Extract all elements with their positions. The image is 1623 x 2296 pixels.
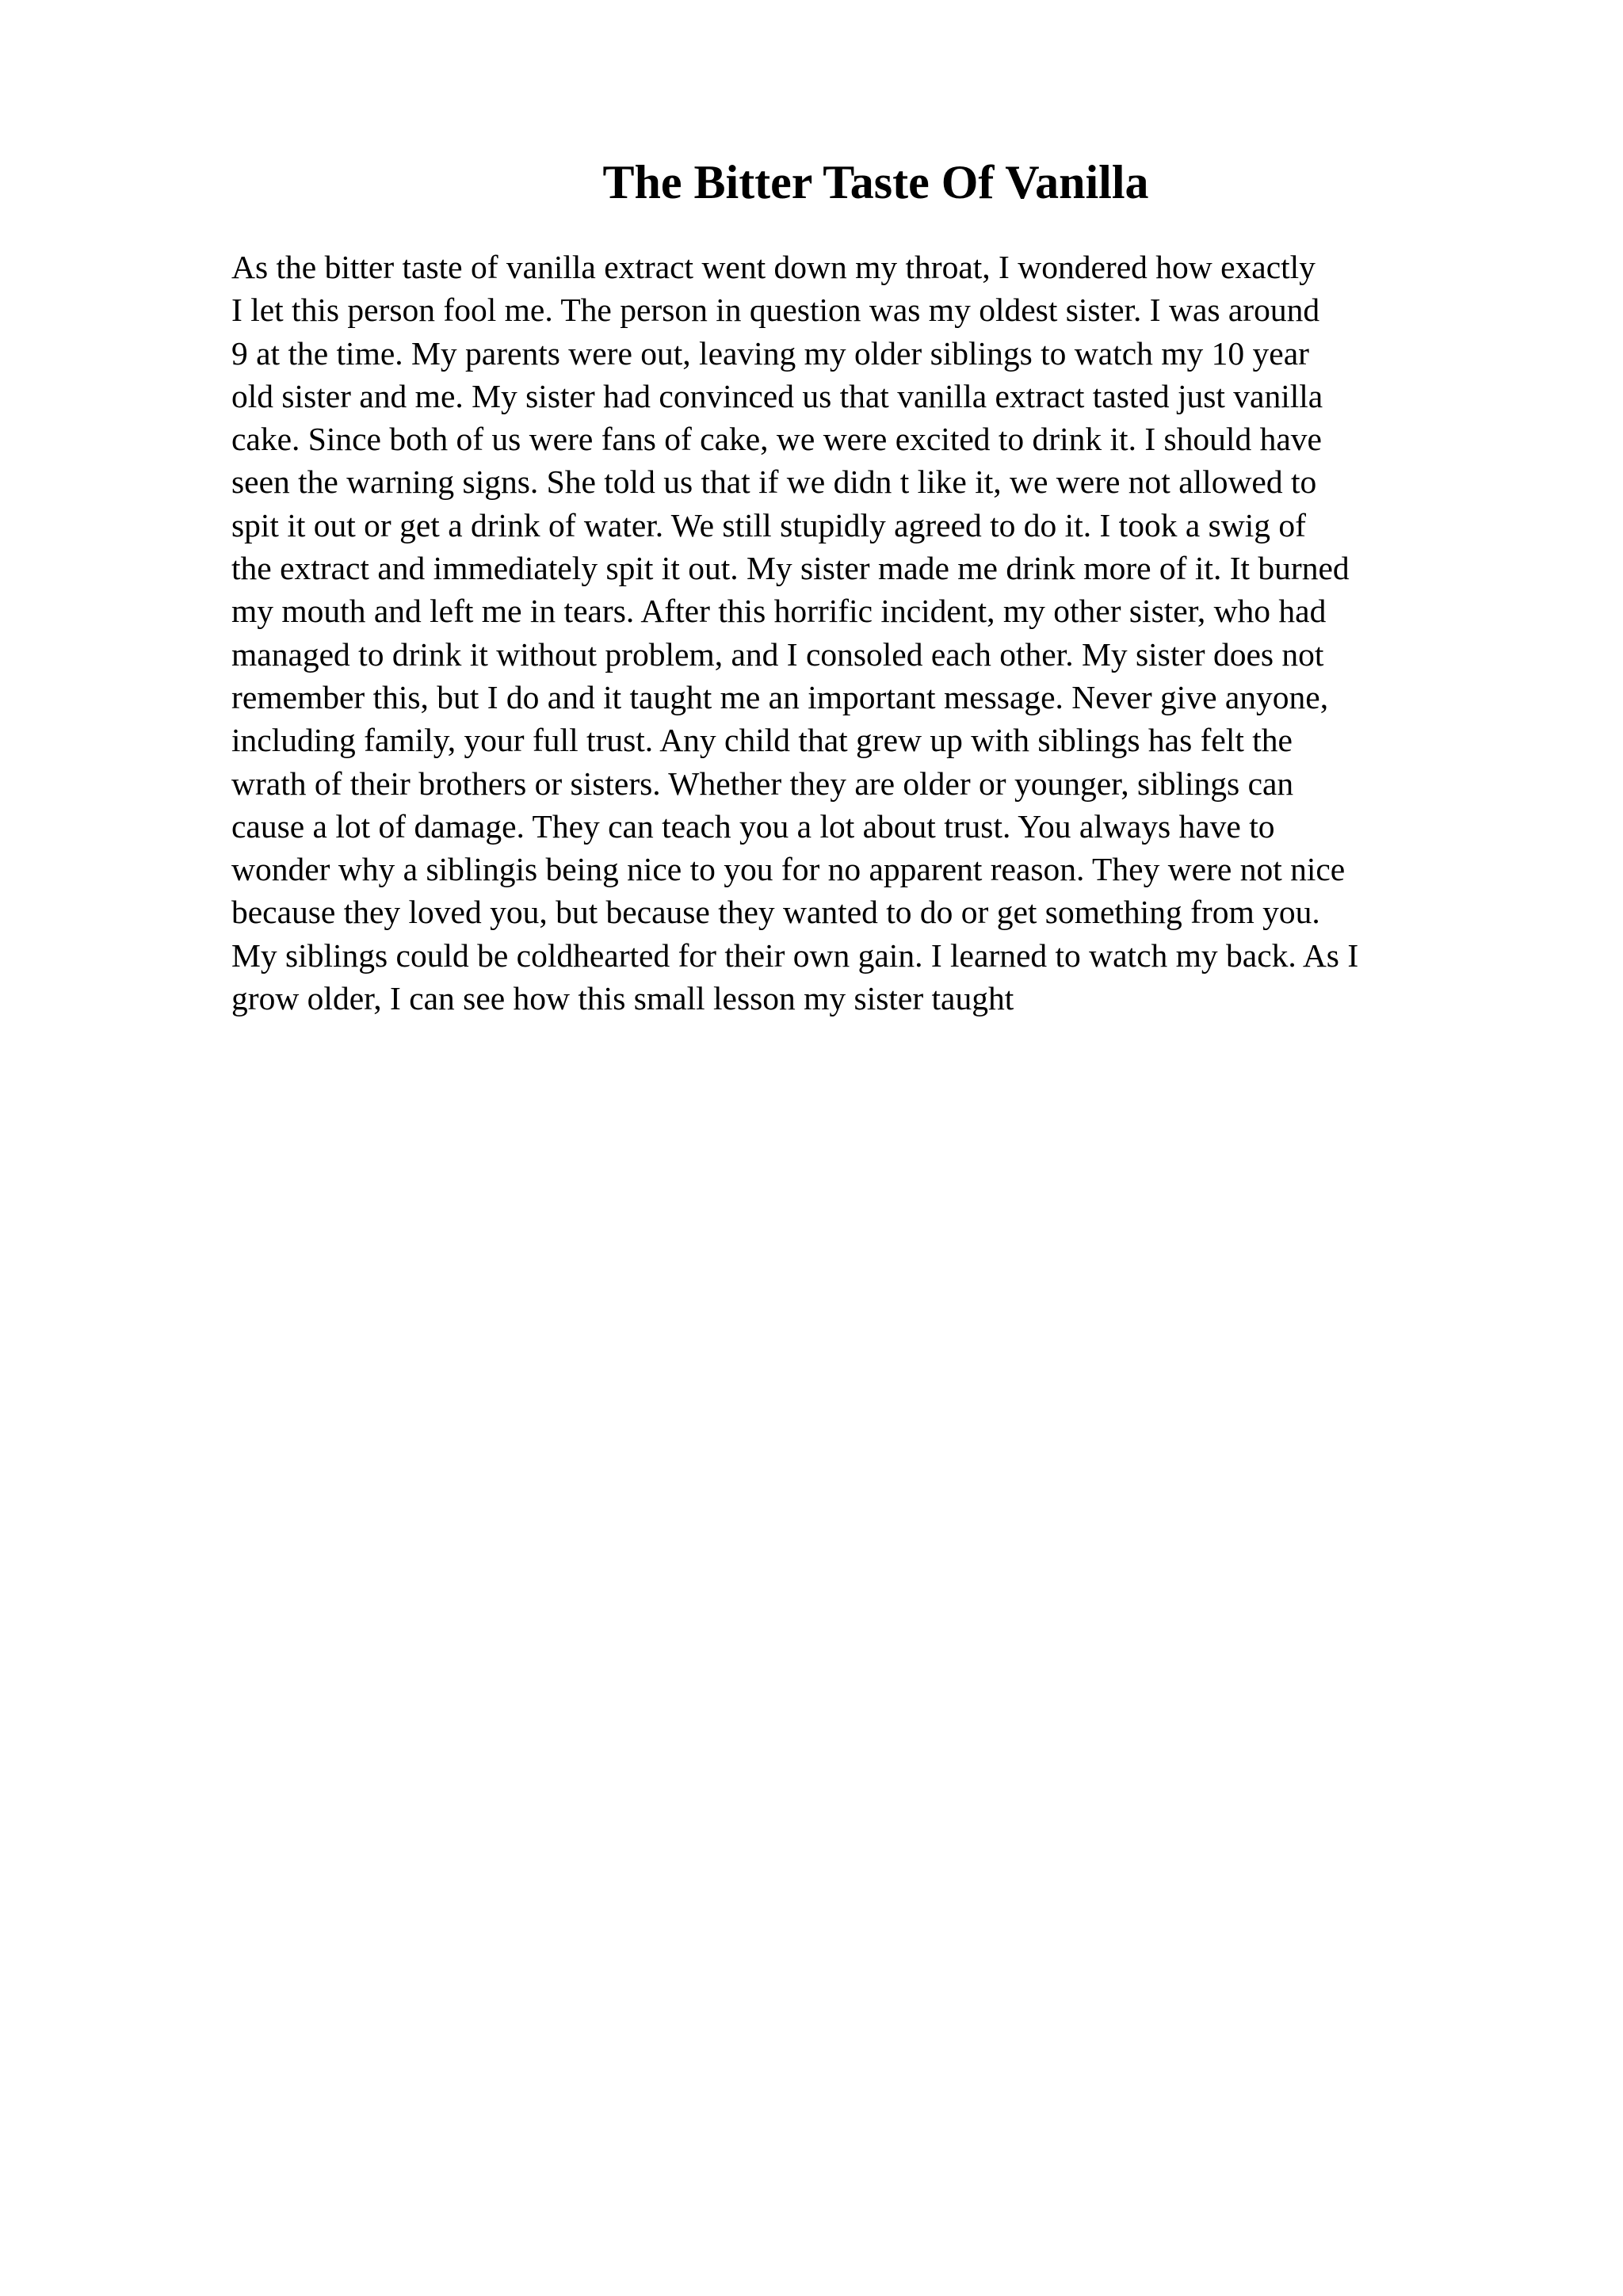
text-line: wrath of their brothers or sisters. Whether they are older or younger, siblings can: [231, 765, 1294, 802]
text-line: because they loved you, but because they wanted to do or get something from you.: [231, 894, 1320, 931]
text-line: the extract and immediately spit it out. My sister made me drink more of it. It burned: [231, 550, 1350, 587]
text-line: wonder why a siblingis being nice to you for no apparent reason. They were not nice: [231, 851, 1346, 888]
text-line: 9 at the time. My parents were out, leaving my older siblings to watch my 10 year: [231, 334, 1309, 372]
text-line: my mouth and left me in tears. After this horrific incident, my other sister, who had: [231, 593, 1327, 630]
body-paragraph: [231, 246, 1594, 1020]
text-line: I let this person fool me. The person in question was my oldest sister. I was around: [231, 292, 1320, 329]
text-line: cause a lot of damage. They can teach you a lot about trust. You always have to: [231, 807, 1275, 845]
text-line: remember this, but I do and it taught me an important message. Never give anyone,: [231, 678, 1329, 715]
text-line: cake. Since both of us were fans of cake, we were excited to drink it. I should have: [231, 421, 1322, 458]
text-line: seen the warning signs. She told us that if we didn t like it, we were not allowed to: [231, 463, 1317, 501]
text-line: My siblings could be coldhearted for their own gain. I learned to watch my back. As I: [231, 936, 1359, 974]
text-line: managed to drink it without problem, and I consoled each other. My sister does not: [231, 635, 1324, 673]
text-line: spit it out or get a drink of water. We still stupidly agreed to do it. I took a swig of: [231, 506, 1306, 543]
text-line: old sister and me. My sister had convinced us that vanilla extract tasted just vanilla: [231, 377, 1323, 414]
document-title: The Bitter Taste Of Vanilla: [602, 156, 1149, 208]
text-line: As the bitter taste of vanilla extract went down my throat, I wondered how exactly: [231, 249, 1316, 285]
text-line: grow older, I can see how this small lesson my sister taught: [231, 980, 1014, 1017]
text-line: including family, your full trust. Any child that grew up with siblings has felt the: [231, 722, 1293, 759]
